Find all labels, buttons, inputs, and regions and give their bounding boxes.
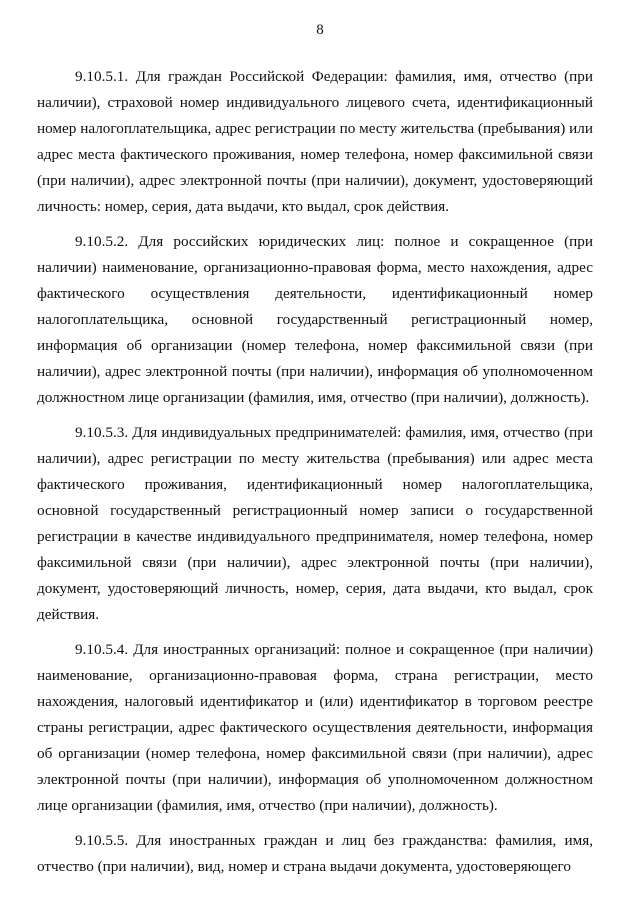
paragraph-9-10-5-5: 9.10.5.5. Для иностранных граждан и лиц без гражданства: фамилия, имя, отчество (при наличии), вид, номер и страна выдачи документа, удостоверяющего bbox=[37, 832, 593, 875]
paragraph-9-10-5-2: 9.10.5.2. Для российских юридических лиц: полное и сокращенное (при наличии) наименование, организационно-правовая форма, место нахождения, адрес фактического осуществления деятельности, идентификационный номер налогоплательщика, основной государственный регистрационный номер, информация об организации (номер телефона, номер факсимильной связи (при наличии), адрес электронной почты (при наличии), информация об уполномоченном должностном лице организации (фамилия, имя, отчество (при наличии), должность). bbox=[37, 233, 593, 406]
page-number: 8 bbox=[316, 22, 324, 38]
paragraph-9-10-5-3: 9.10.5.3. Для индивидуальных предпринимателей: фамилия, имя, отчество (при наличии), адрес регистрации по месту жительства (пребывания) или адрес места фактического проживания, идентификационный номер налогоплательщика, основной государственный регистрационный номер записи о государственной регистрации в качестве индивидуального предпринимателя, номер телефона, номер факсимильной связи (при наличии), адрес электронной почты (при наличии), документ, удостоверяющий личность, номер, серия, дата выдачи, кто выдал, срок действия. bbox=[37, 424, 593, 623]
paragraph-9-10-5-4: 9.10.5.4. Для иностранных организаций: полное и сокращенное (при наличии) наименование, организационно-правовая форма, страна регистрации, место нахождения, налоговый идентификатор и (или) идентификатор в торговом реестре страны регистрации, адрес фактического осуществления деятельности, информация об организации (номер телефона, номер факсимильной связи (при наличии), адрес электронной почты (при наличии), информация об уполномоченном должностном лице организации (фамилия, имя, отчество (при наличии), должность). bbox=[37, 641, 593, 814]
document-body bbox=[37, 64, 593, 889]
paragraph-9-10-5-1: 9.10.5.1. Для граждан Российской Федерации: фамилия, имя, отчество (при наличии), страховой номер индивидуального лицевого счета, идентификационный номер налогоплательщика, адрес регистрации по месту жительства (пребывания) или адрес места фактического проживания, номер телефона, номер факсимильной связи (при наличии), адрес электронной почты (при наличии), документ, удостоверяющий личность: номер, серия, дата выдачи, кто выдал, срок действия. bbox=[37, 68, 593, 215]
